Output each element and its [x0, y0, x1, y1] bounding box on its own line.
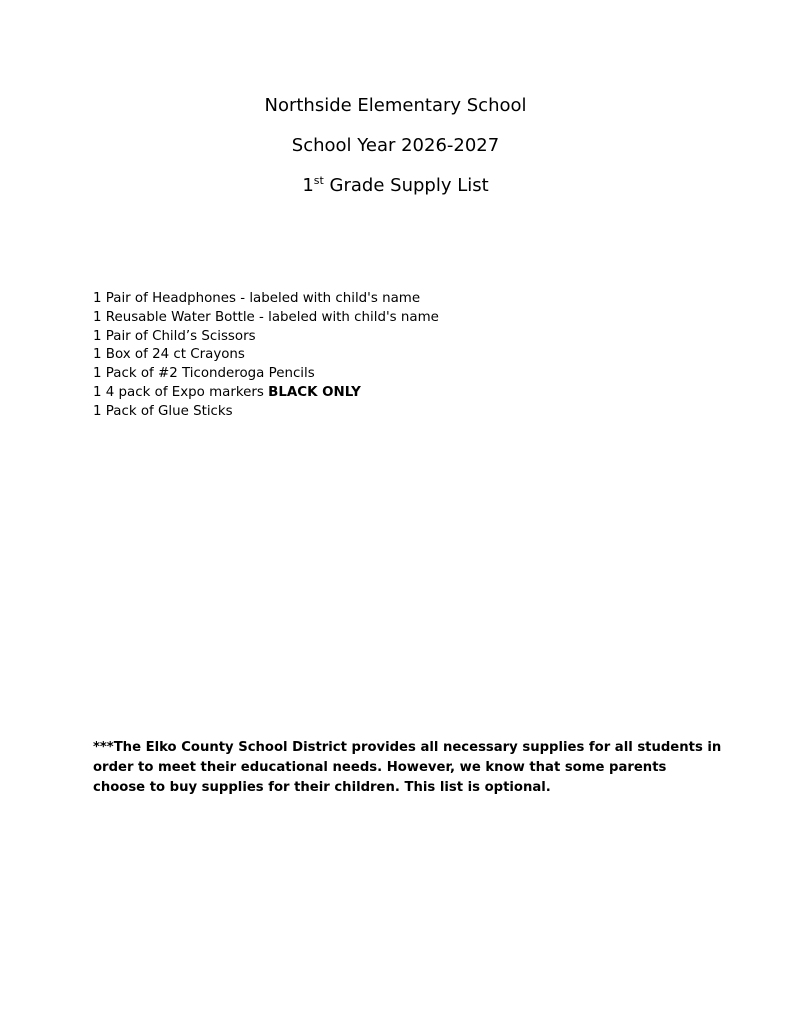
supply-item — [93, 290, 439, 309]
supply-item-text: 1 Pack of #2 Ticonderoga Pencils — [93, 366, 315, 382]
grade-number: 1 — [302, 175, 314, 196]
supply-item-emphasis: BLACK ONLY — [268, 384, 361, 400]
supply-item-text: 1 Pair of Headphones - labeled with child's name — [93, 291, 421, 306]
note-line: order to meet their educational needs. However, we know that some parents — [93, 760, 667, 775]
supply-item-text: 1 Pair of Child’s Scissors — [93, 328, 256, 344]
school-year: School Year 2026-2027 — [291, 135, 500, 156]
grade-suffix: st — [313, 174, 324, 187]
supply-item-text: 1 4 pack of Expo markers — [93, 384, 264, 400]
note-line: ***The Elko County School District provides all necessary supplies for all students in — [93, 740, 722, 755]
note-line: choose to buy supplies for their children. This list is optional. — [93, 780, 551, 795]
supply-item — [93, 365, 439, 384]
supply-list — [93, 290, 439, 422]
supply-item — [93, 384, 439, 403]
document-header — [0, 92, 791, 212]
school-name: Northside Elementary School — [264, 95, 527, 116]
supply-item — [93, 403, 439, 422]
list-title-text: Grade Supply List — [329, 175, 489, 196]
supply-item-text: 1 Reusable Water Bottle - labeled with child's name — [93, 309, 439, 325]
district-note — [93, 738, 733, 798]
supply-item — [93, 309, 439, 328]
supply-item — [93, 346, 439, 365]
supply-item-text: 1 Pack of Glue Sticks — [93, 403, 233, 419]
list-title — [0, 172, 791, 212]
supply-item — [93, 328, 439, 347]
supply-item-text: 1 Box of 24 ct Crayons — [93, 347, 245, 363]
